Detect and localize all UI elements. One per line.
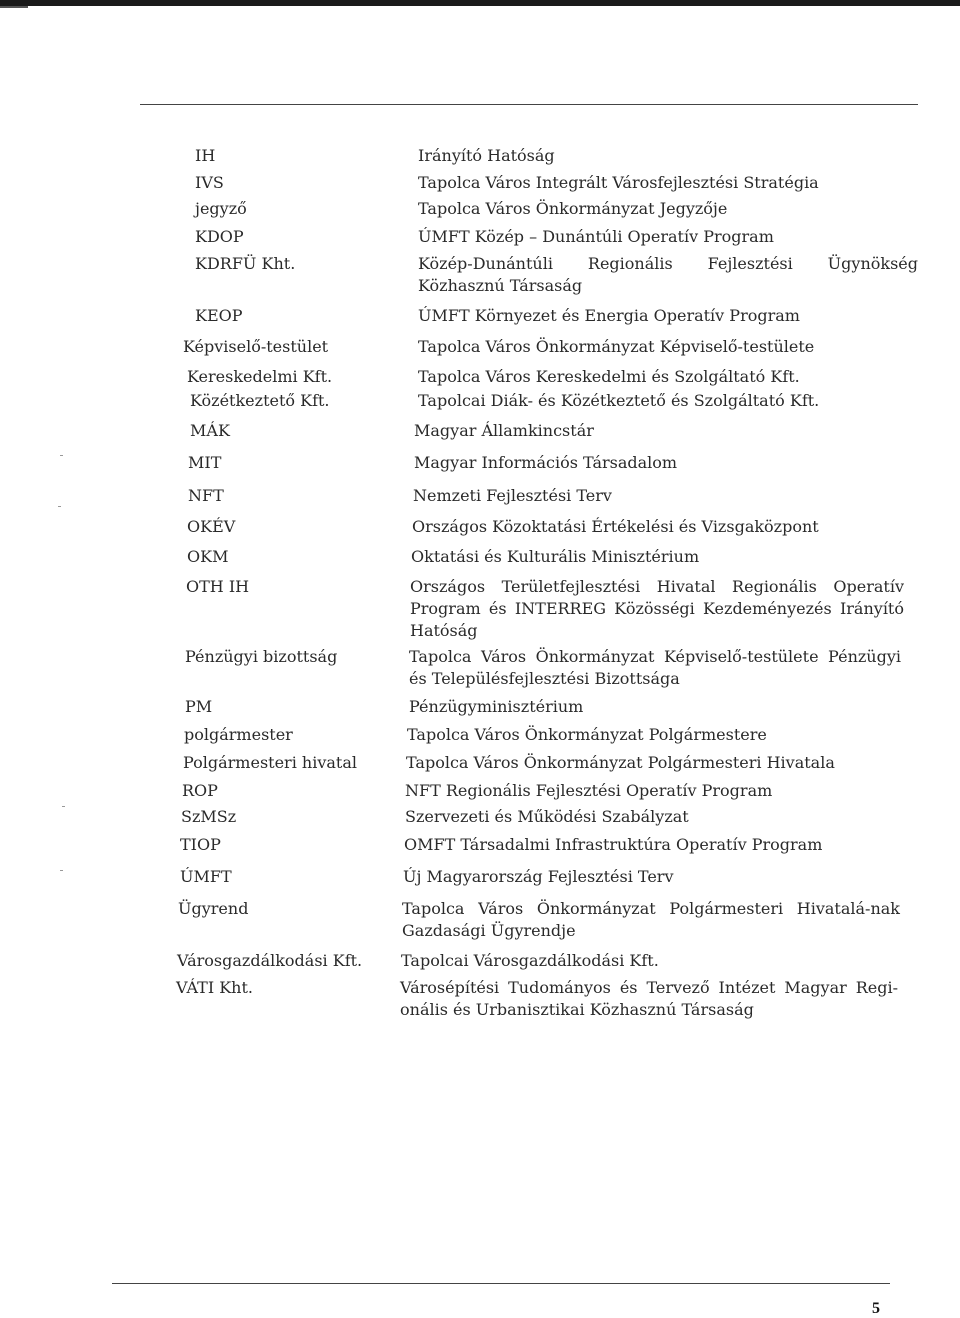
abbreviation: OKM [187,547,229,566]
definition: Pénzügyminisztérium [409,697,584,716]
abbreviation: polgármester [184,725,293,744]
definition: Tapolcai Városgazdálkodási Kft. [401,951,659,970]
definition: Tapolca Város Önkormányzat Polgármesteri Hivatalá-nak Gazdasági Ügyrendje [402,899,900,940]
abbreviation: Közétkeztető Kft. [190,391,330,410]
footer-rule [112,1283,890,1284]
definition: ÚMFT Környezet és Energia Operatív Program [418,306,800,325]
abbreviation: MIT [188,453,222,472]
definition: Magyar Információs Társadalom [414,453,678,472]
abbreviation: ÚMFT [180,867,232,886]
abbreviation: IH [195,146,216,165]
definition: Új Magyarország Fejlesztési Terv [403,867,674,886]
abbreviation: OTH IH [186,577,250,596]
definition: ÚMFT Közép – Dunántúli Operatív Program [418,227,774,246]
definition: Oktatási és Kulturális Minisztérium [411,547,700,566]
abbreviation: ROP [182,781,218,800]
page-number: 5 [872,1300,880,1317]
definition: Városépítési Tudományos és Tervező Intézet Magyar Regi-onális és Urbanisztikai Közhasznú Társaság [400,978,898,1019]
abbreviation: TIOP [180,835,221,854]
definition: Tapolca Város Kereskedelmi és Szolgáltató Kft. [418,367,800,386]
definition: Tapolca Város Önkormányzat Képviselő-testülete Pénzügyi és Településfejlesztési Bizottsága [409,647,901,688]
definition: Tapolcai Diák- és Közétkeztető és Szolgáltató Kft. [418,391,820,410]
definition: Szervezeti és Működési Szabályzat [405,807,689,826]
definition: Nemzeti Fejlesztési Terv [413,486,612,505]
definition: Irányító Hatóság [418,146,555,165]
definition: Tapolca Város Önkormányzat Jegyzője [418,199,728,218]
abbreviation: Polgármesteri hivatal [183,753,357,772]
abbreviation: VÁTI Kht. [176,978,253,997]
abbreviation: jegyző [195,199,247,218]
definition: Tapolca Város Önkormányzat Polgármesteri Hivatala [406,753,835,772]
abbreviation: MÁK [190,421,230,440]
scan-speck [60,870,63,871]
abbreviation: Képviselő-testület [183,337,329,356]
definition: Tapolca Város Önkormányzat Képviselő-testülete [418,337,815,356]
abbreviation: Kereskedelmi Kft. [187,367,333,386]
abbreviation: SzMSz [181,807,237,826]
abbreviation: Pénzügyi bizottság [185,647,338,666]
definition: Magyar Államkincstár [414,421,594,440]
scan-speck [60,455,63,456]
definition: NFT Regionális Fejlesztési Operatív Program [405,781,773,800]
abbreviation: NFT [188,486,224,505]
definition: Országos Közoktatási Értékelési és Vizsgaközpont [412,517,819,536]
definition: OMFT Társadalmi Infrastruktúra Operatív Program [404,835,823,854]
abbreviation: Városgazdálkodási Kft. [177,951,363,970]
definition: Országos Területfejlesztési Hivatal Regionális Operatív Program és INTERREG Közösségi Kezdeményezés Irányító Hatóság [410,577,904,640]
definition: Közép-Dunántúli Regionális Fejlesztési Ügynökség Közhasznú Társaság [418,254,918,295]
abbreviation: Ügyrend [178,899,249,918]
abbreviation: OKÉV [187,517,236,536]
definition: Tapolca Város Önkormányzat Polgármestere [407,725,767,744]
scan-speck [58,506,61,507]
scan-speck [62,806,65,807]
abbreviation: IVS [195,173,224,192]
abbreviation: KDOP [195,227,244,246]
abbreviation: KDRFÜ Kht. [195,254,296,273]
abbreviation: KEOP [195,306,243,325]
abbreviation: PM [185,697,213,716]
definition: Tapolca Város Integrált Városfejlesztési Stratégia [418,173,819,192]
